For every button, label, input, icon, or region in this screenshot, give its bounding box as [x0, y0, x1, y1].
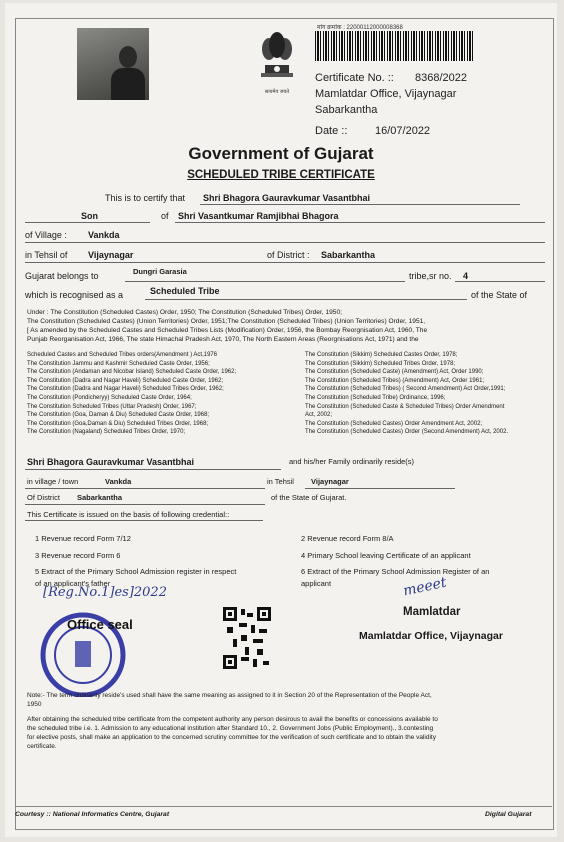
res-district-value: Sabarkantha — [77, 493, 123, 502]
applicant-name: Shri Bhagora Gauravkumar Vasantbhai — [203, 193, 371, 203]
family-reside-text: and his/her Family ordinarily reside(s) — [289, 457, 415, 466]
certificate-no: 8368/2022 — [415, 72, 467, 84]
info-text: After obtaining the scheduled tribe certificate from the competent authority any person desirous to avail the benefits or concessions available to the scheduled tribe i.e. 1. Admission to any educational institution after Standard 10., 2. Government Jobs (Public Employment)., 3.contesting for elective posts, shall make an application to the concerned scrutiny committee for the verification of such certificate and to obtain the validity certificate. — [27, 716, 438, 750]
date-label: Date :: — [315, 125, 348, 137]
district-label: of District : — [267, 250, 310, 260]
village-town-label: in village / town — [27, 477, 79, 486]
village-label: of Village : — [25, 230, 67, 240]
handwritten-reg-no: [Reg.No.1]es]2022 — [43, 585, 167, 600]
resident-name: Shri Bhagora Gauravkumar Vasantbhai — [27, 457, 195, 467]
father-name: Shri Vasantkumar Ramjibhai Bhagora — [178, 211, 339, 221]
village-value: Vankda — [88, 230, 120, 240]
res-tehsil-label: in Tehsil — [267, 477, 294, 486]
res-tehsil-value: Vijaynagar — [311, 477, 349, 486]
village-town-value: Vankda — [105, 477, 132, 486]
office-seal-label: Office seal — [67, 617, 133, 632]
res-district-label: Of District — [27, 493, 60, 502]
certificate-subtitle: SCHEDULED TRIBE CERTIFICATE — [187, 169, 375, 181]
footer-digital-gujarat: Digital Gujarat — [485, 811, 532, 818]
issuing-district: Sabarkantha — [315, 104, 378, 116]
of-label: of — [161, 211, 169, 221]
credentials-right: 2 Revenue record Form 8/A 4 Primary School leaving Certificate of an applicant 6 Extract of the Primary School Admission Register of an applicant — [301, 534, 490, 588]
signatory-title: Mamlatdar — [403, 606, 461, 618]
tehsil-label: in Tehsil of — [25, 250, 68, 260]
barcode — [315, 31, 475, 61]
recognised-label: which is recognised as a — [25, 290, 124, 300]
issuing-office: Mamlatdar Office, Vijaynagar — [315, 88, 457, 100]
signatory-office: Mamlatdar Office, Vijaynagar — [359, 630, 503, 642]
footer-courtesy: Courtesy :: National Informatics Centre, Gujarat — [15, 811, 170, 818]
res-state-text: of the State of Gujarat. — [271, 493, 347, 502]
certificate-page — [5, 3, 557, 837]
page-title: Government of Gujarat — [188, 144, 374, 163]
tehsil-value: Vijaynagar — [88, 250, 134, 260]
applicant-photo — [77, 28, 149, 100]
tribe-sr-value: 4 — [463, 271, 469, 281]
barcode-number: मांग क्रमांक : 22000112000008368 — [317, 25, 403, 31]
belongs-label: Gujarat belongs to — [25, 271, 99, 281]
orders-left-list: Scheduled Castes and Scheduled Tribes orders(Amendment ) Act,1976 The Constitution Jammu and Kashmir Scheduled Caste Order, 1956; The Constitution (Andaman and Nicobar Island) Scheduled Caste Order, 1962; The Constitution (Dadra and Nagar Haveli) Scheduled Caste Order, 1962; The Constitution (Dadra and Nagar Haveli) Scheduled Tribes Order, 1962; The Constitution (Pondicheryy) Scheduled Caste Order, 1964; The Constitution Scheduled Tribes (Uttar Pradesh) Order, 1967; The Constitution (Goa, Daman & Diu) Scheduled Caste Order, 1968; The Constitution (Goa,Daman & Diu) Scheduled Tribes Order, 1968; The Constitution (Nagaland) Scheduled Tribes Order, 1970; — [27, 352, 237, 436]
certificate-no-label: Certificate No. :: — [315, 72, 394, 84]
certify-intro: This is to certify that — [105, 193, 186, 203]
state-of-label: of the State of — [471, 290, 528, 300]
recognised-value: Scheduled Tribe — [150, 286, 220, 296]
emblem-caption: सत्यमेव जयते — [264, 89, 290, 95]
signature-scribble: meeet — [401, 574, 448, 600]
issue-date: 16/07/2022 — [375, 125, 431, 137]
district-value: Sabarkantha — [321, 250, 376, 260]
orders-intro: Under : The Constitution (Scheduled Castes) Order, 1950; The Constitution (Scheduled Tribes) Order, 1950; The Constitution (Scheduled Castes) (Union Territories) Order, 1951;The Constitution (Scheduled Tribes) (Union Territories) Order, 1951, [ As amended by the Scheduled Castes and Scheduled Tribes Lists (Modification) Order, 1956, the Bombay Reorgnisation Act, 1960, The Punjab Reorganisation Act, 1966, The state Himachal Pradesh Act, 1970, The North Eastern Areas (Reorgnisations Act, 1971) and the — [27, 309, 428, 343]
qr-code — [223, 607, 271, 669]
national-emblem-icon — [255, 25, 299, 89]
tribe-sr-label: tribe,sr no. — [409, 271, 452, 281]
credentials-left: 1 Revenue record Form 7/12 3 Revenue record Form 6 5 Extract of the Primary School Admission register in respect of an applicant's father — [35, 534, 237, 588]
tribe-name: Dungri Garasia — [133, 267, 187, 276]
relation: Son — [81, 211, 98, 221]
orders-right-list: The Constitution (Sikkim) Scheduled Castes Order, 1978; The Constitution (Sikkim) Scheduled Tribes Order, 1978; The Constitution (Scheduled Caste) (Amendment) Act, Order 1990; The Constitution (Scheduled Tribes) (Amendment) Act, Order 1961; The Constitution (Scheduled Tribes) ( Second Amendment) Act Order,1991; The Constitution (Scheduled Tribe) Ordinance, 1996; The Constitution (Scheduled Caste & Scheduled Tribes) Order Amendment Act, 2002; The Constitution (Scheduled Castes) Order Amendment Act, 2002; The Constitution (Scheduled Castes) Order (Second Amendment) Act, 2002. — [305, 352, 509, 436]
note-text: Note:- The term ordinarily reside's used shall have the same meaning as assigned to it in Section 20 of the Representation of the People Act, 1950 — [27, 692, 432, 708]
basis-text: This Certificate is issued on the basis of following credential:: — [27, 510, 230, 519]
